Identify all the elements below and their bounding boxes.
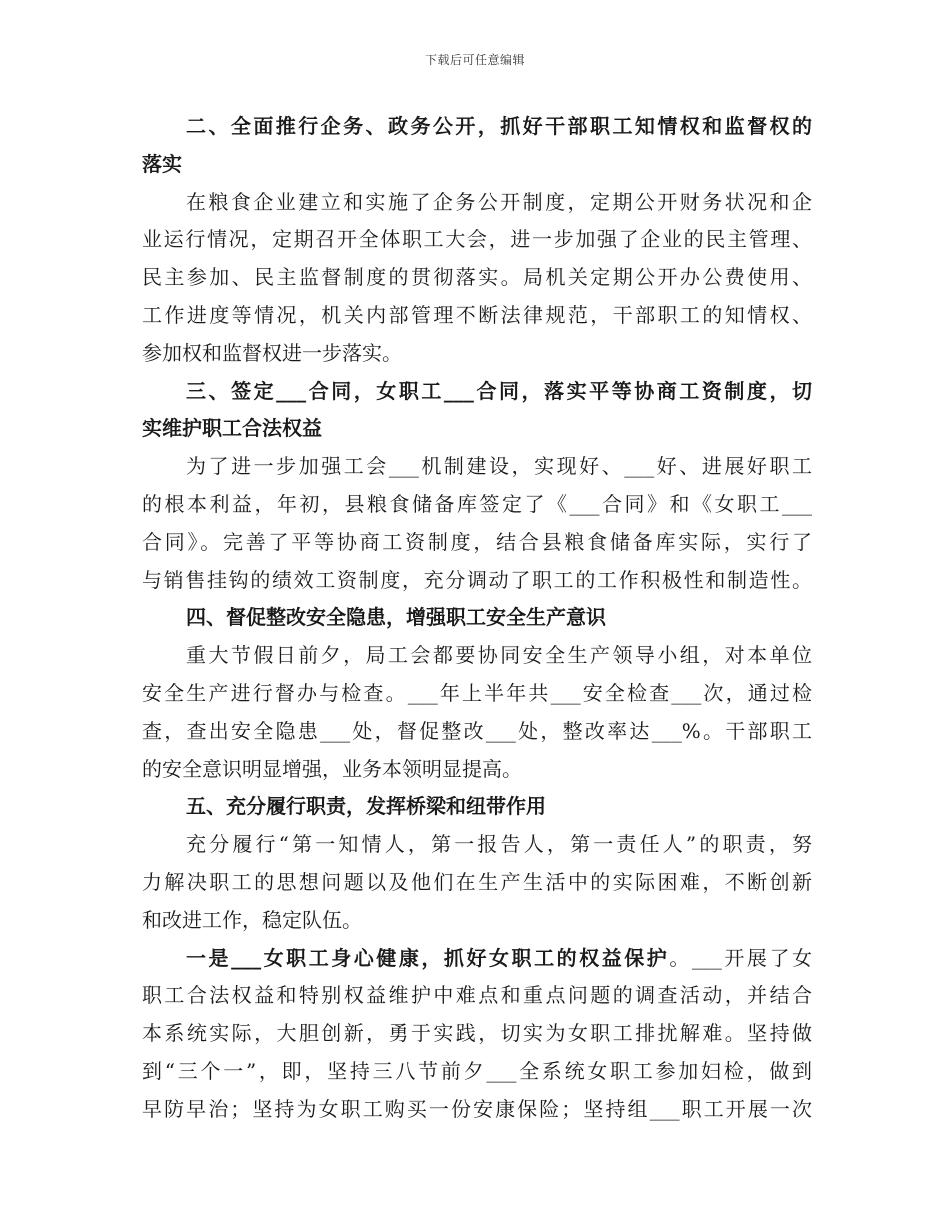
paragraph-line: 的安全意识明显增强，业务本领明显提高。 <box>142 756 522 781</box>
document-body <box>142 108 812 1129</box>
paragraph-line: 查，查出安全隐患___处，督促整改___处，整改率达___%。干部职工 <box>142 718 812 743</box>
paragraph-line: 到“三个一”，即，坚持三八节前夕___全系统女职工参加妇检，做到 <box>142 1058 812 1083</box>
heading-line: 实维护职工合法权益 <box>142 416 322 441</box>
heading-line: 四、督促整改安全隐患，增强职工安全生产意识 <box>186 605 606 630</box>
paragraph-line: 为了进一步加强工会___机制建设，实现好、___好、进展好职工 <box>186 454 812 479</box>
page-header: 下载后可任意编辑 <box>424 53 525 67</box>
inline-bold-text: 一是___女职工身心健康，抓好女职工的权益保护 <box>186 945 670 970</box>
paragraph-line: 参加权和监督权进一步落实。 <box>142 340 402 365</box>
paragraph-line: 在粮食企业建立和实施了企务公开制度，定期公开财务状况和企 <box>186 189 812 214</box>
paragraph-line: 工作进度等情况，机关内部管理不断法律规范，干部职工的知情权、 <box>142 302 812 327</box>
paragraph-line: 合同》。完善了平等协商工资制度，结合县粮食储备库实际，实行了 <box>142 529 812 554</box>
paragraph-line: 安全生产进行督办与检查。___年上半年共___安全检查___次，通过检 <box>142 680 812 705</box>
paragraph-line <box>142 940 812 978</box>
paragraph-line: 充分履行“第一知情人，第一报告人，第一责任人”的职责，努 <box>186 832 812 857</box>
heading-line: 五、充分履行职责，发挥桥梁和纽带作用 <box>186 794 546 819</box>
heading-line: 二、全面推行企务、政务公开，抓好干部职工知情权和监督权的 <box>186 114 812 138</box>
paragraph-line: 力解决职工的思想问题以及他们在生产生活中的实际困难，不断创新 <box>142 869 812 894</box>
paragraph-line: 职工合法权益和特别权益维护中难点和重点问题的调查活动，并结合 <box>142 983 812 1008</box>
heading-line: 落实 <box>142 151 182 176</box>
paragraph-line: 与销售挂钩的绩效工资制度，充分调动了职工的工作积极性和制造性。 <box>142 567 812 592</box>
paragraph-line: 业运行情况，定期召开全体职工大会，进一步加强了企业的民主管理、 <box>142 227 812 252</box>
paragraph-line: 民主参加、民主监督制度的贯彻落实。局机关定期公开办公费使用、 <box>142 265 812 290</box>
paragraph-line: 的根本利益，年初，县粮食储备库签定了《___合同》和《女职工___ <box>142 491 812 516</box>
inline-normal-text: 。___开展了女 <box>669 945 813 970</box>
paragraph-line: 重大节假日前夕，局工会都要协同安全生产领导小组，对本单位 <box>186 643 812 668</box>
paragraph-line: 早防早治；坚持为女职工购买一份安康保险；坚持组___职工开展一次 <box>142 1096 812 1121</box>
paragraph-line: 本系统实际，大胆创新，勇于实践，切实为女职工排扰解难。坚持做 <box>142 1021 812 1046</box>
heading-line: 三、签定___合同，女职工___合同，落实平等协商工资制度，切 <box>186 378 812 403</box>
paragraph-line: 和改进工作，稳定队伍。 <box>142 907 362 932</box>
